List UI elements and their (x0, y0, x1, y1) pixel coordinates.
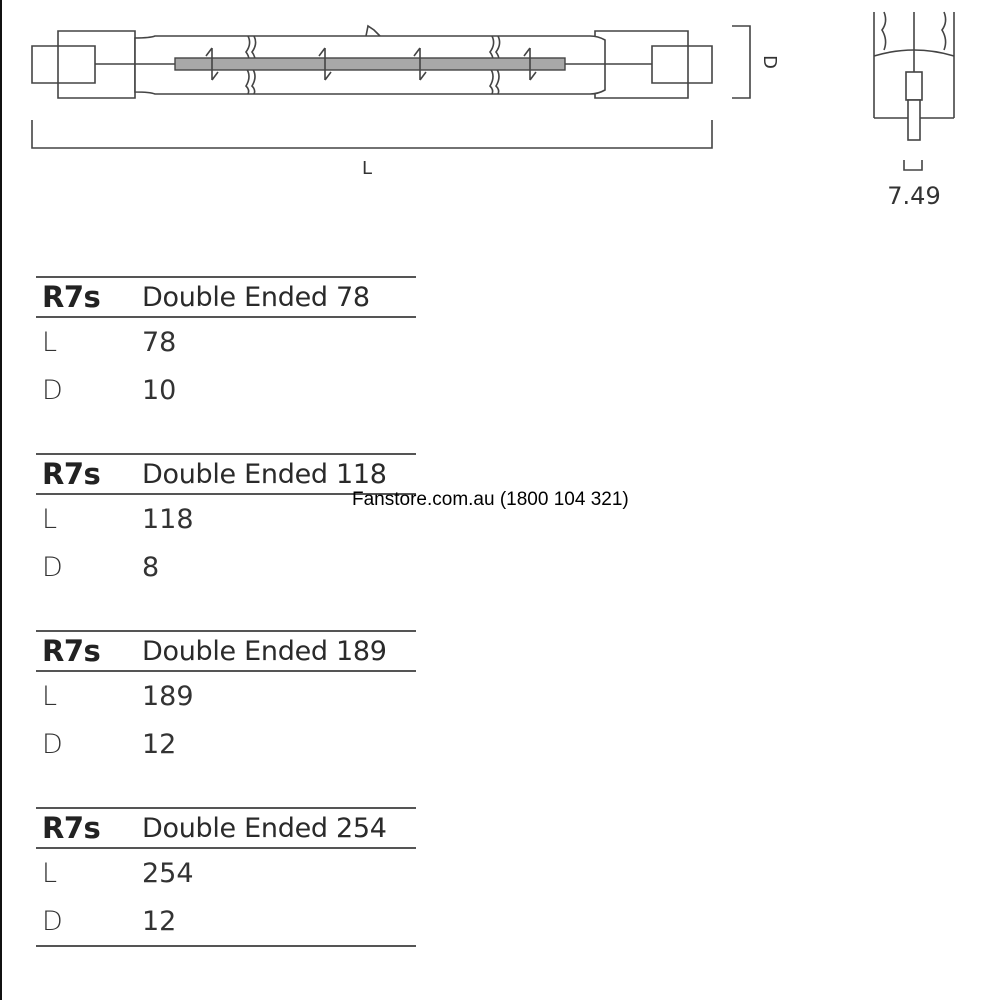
spec-value: 118 (142, 503, 194, 535)
spec-name: Double Ended 254 (142, 812, 387, 844)
spec-key: L (42, 326, 58, 358)
spec-header (36, 630, 416, 672)
spec-value: 12 (142, 728, 177, 760)
spec-row (36, 720, 416, 768)
spec-key: D (42, 728, 63, 760)
diameter-label: D (759, 55, 780, 69)
length-dimension-bracket (32, 120, 712, 148)
spec-value: 254 (142, 857, 194, 889)
spec-key: D (42, 905, 63, 937)
spec-key: D (42, 374, 63, 406)
spec-header (36, 807, 416, 849)
spec-base: R7s (42, 280, 101, 314)
spec-row (36, 543, 416, 591)
spec-key: D (42, 551, 63, 583)
spec-name: Double Ended 78 (142, 281, 370, 313)
spec-value: 12 (142, 905, 177, 937)
spec-table-118 (36, 453, 416, 591)
spec-row (36, 318, 416, 366)
spec-name: Double Ended 118 (142, 458, 387, 490)
spec-name: Double Ended 189 (142, 635, 387, 667)
spec-row (36, 672, 416, 720)
spec-header (36, 276, 416, 318)
spec-value: 78 (142, 326, 177, 358)
spec-table-254 (36, 807, 416, 947)
spec-table-189 (36, 630, 416, 768)
filament (175, 58, 565, 70)
spec-base: R7s (42, 457, 101, 491)
diameter-dimension-bracket (732, 26, 750, 98)
spec-base: R7s (42, 811, 101, 845)
spec-row (36, 897, 416, 945)
lamp-end-view (874, 12, 954, 140)
spec-base: R7s (42, 634, 101, 668)
length-label: L (361, 158, 373, 179)
spec-row (36, 849, 416, 897)
spec-table-78 (36, 276, 416, 414)
spec-value: 189 (142, 680, 194, 712)
watermark-text: Fanstore.com.au (1800 104 321) (352, 489, 629, 510)
pin-width-label: 7.49 (887, 182, 941, 210)
spec-key: L (42, 857, 58, 889)
spec-value: 8 (142, 551, 160, 583)
spec-row (36, 366, 416, 414)
spec-key: L (42, 680, 58, 712)
spec-key: L (42, 503, 58, 535)
spec-value: 10 (142, 374, 177, 406)
pin-width-dimension-bracket (904, 160, 922, 170)
lamp-dimension-diagram (0, 0, 1000, 230)
